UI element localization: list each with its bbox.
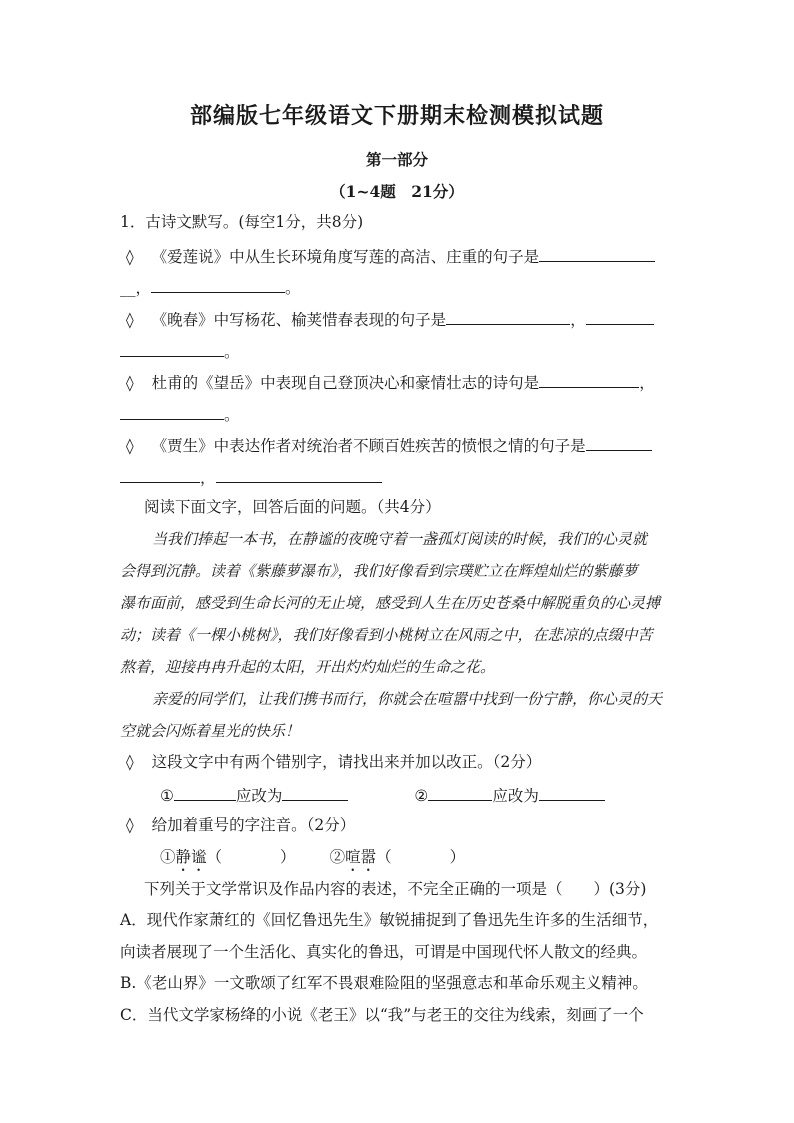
pin-1-num: ① [160,848,176,866]
answer-blank[interactable] [586,434,652,451]
q3-option-a: A．现代作家萧红的《回忆鲁迅先生》敏锐捕捉到了鲁迅先生许多的生活细节， [120,911,659,929]
q1-item-2-end: 。 [224,343,240,361]
q2-sub-1 [126,752,541,772]
q1-title: 1．古诗文默写。(每空1分，共8分) [120,213,364,231]
passage-line: 空就会闪烁着星光的快乐！ [120,722,301,740]
answer-blank[interactable] [428,784,492,801]
bullet-icon: ◊ [126,311,134,329]
q3-option-a-cont: 向读者展现了一个生活化、真实化的鲁迅，可谓是中国现代怀人散文的经典。 [120,943,648,961]
passage-line: 熬着，迎接冉冉升起的太阳，开出灼灼灿烂的生命之花。 [120,658,496,676]
pin-1-word: 静谧 [175,848,207,866]
fix-2-mid: 应改为 [492,787,539,805]
fix-2-num: ② [414,787,429,805]
q3-stem: 下列关于文学常识及作品内容的表述，不完全正确的一项是（ ）(3分) [144,880,647,898]
paren-close: ） [449,848,466,866]
paren-open: （ [376,848,392,866]
pin-2-num: ② [329,848,346,866]
answer-blank[interactable] [446,308,570,325]
bullet-icon: ◊ [126,248,134,266]
q2-intro: 阅读下面文字，回答后面的问题。（共4分） [144,498,441,516]
q1-item-2-text: 《晚春》中写杨花、榆荚惜春表现的句子是 [151,311,447,329]
q2-fix-row [160,784,605,806]
answer-blank[interactable] [174,784,236,801]
q1-item-1-cont [120,276,301,298]
paren-open: （ [206,848,223,866]
q1-item-2 [126,308,654,330]
q1-item-4-cont [120,466,382,488]
answer-blank[interactable] [216,466,382,483]
q1-item-4 [126,434,652,456]
part-range: （1~4题 21分） [330,182,464,201]
q3-option-c: C．当代文学家杨绛的小说《老王》以“我”与老王的交往为线索，刻画了一个 [120,1006,644,1024]
answer-blank[interactable] [539,245,655,262]
q2-sub-1-text: 这段文字中有两个错别字，请找出来并加以改正。（2分） [151,753,542,771]
q1-item-2-sep: ， [570,311,586,329]
fix-1-mid: 应改为 [235,787,283,805]
q3-option-b: B.《老山界》一文歌颂了红军不畏艰难险阻的坚强意志和革命乐观主义精神。 [120,974,648,992]
bullet-icon: ◊ [126,374,134,392]
q2-pinyin-row [160,847,465,875]
page-title: 部编版七年级语文下册期末检测模拟试题 [189,103,604,129]
pin-2-word: 喧嚣 [345,848,377,866]
q1-item-3 [126,371,655,393]
bullet-icon: ◊ [126,753,134,771]
q1-item-1-tail: __， [120,279,152,297]
answer-blank[interactable] [151,276,285,293]
q1-item-1 [126,245,655,267]
answer-blank[interactable] [539,371,639,388]
q1-item-1-text: 《爱莲说》中从生长环境角度写莲的高洁、庄重的句子是 [151,248,540,266]
passage-line: 会得到沉静。读着《紫藤萝瀑布》，我们好像看到宗璞贮立在辉煌灿烂的紫藤萝 [120,562,638,580]
passage-line: 亲爱的同学们，让我们携书而行，你就会在喧嚣中找到一份宁静，你心灵的天 [152,690,663,708]
bullet-icon: ◊ [126,816,134,834]
q1-item-3-sep: ， [639,374,655,392]
answer-blank[interactable] [282,784,348,801]
q1-item-3-text: 杜甫的《望岳》中表现自己登顶决心和豪情壮志的诗句是 [151,374,540,392]
answer-blank[interactable] [586,308,654,325]
q1-item-4-sep: ， [200,469,216,487]
answer-blank[interactable] [120,403,224,420]
answer-blank[interactable] [120,340,224,357]
q2-sub-2-text: 给加着重号的字注音。（2分） [151,816,356,834]
q1-item-4-text: 《贾生》中表达作者对统治者不顾百姓疾苦的愤恨之情的句子是 [151,437,586,455]
q1-item-2-cont [120,340,240,362]
q2-sub-2 [126,815,355,835]
passage-line: 瀑布面前，感受到生命长河的无止境，感受到人生在历史苍桑中解脱重负的心灵搏 [120,594,661,612]
answer-blank[interactable] [539,784,605,801]
q1-item-1-end: 。 [285,279,301,297]
passage-line: 当我们捧起一本书，在静谧的夜晚守着一盏孤灯阅读的时候，我们的心灵就 [152,530,648,548]
answer-blank[interactable] [120,466,200,483]
paren-close: ） [280,848,296,866]
passage-line: 动；读着《一棵小桃树》，我们好像看到小桃树立在风雨之中，在悲凉的点缀中苦 [120,626,653,644]
bullet-icon: ◊ [126,437,134,455]
part-heading: 第一部分 [365,150,428,169]
q1-item-3-end: 。 [224,406,240,424]
q1-item-3-cont [120,403,240,425]
fix-1-num: ① [160,787,174,805]
